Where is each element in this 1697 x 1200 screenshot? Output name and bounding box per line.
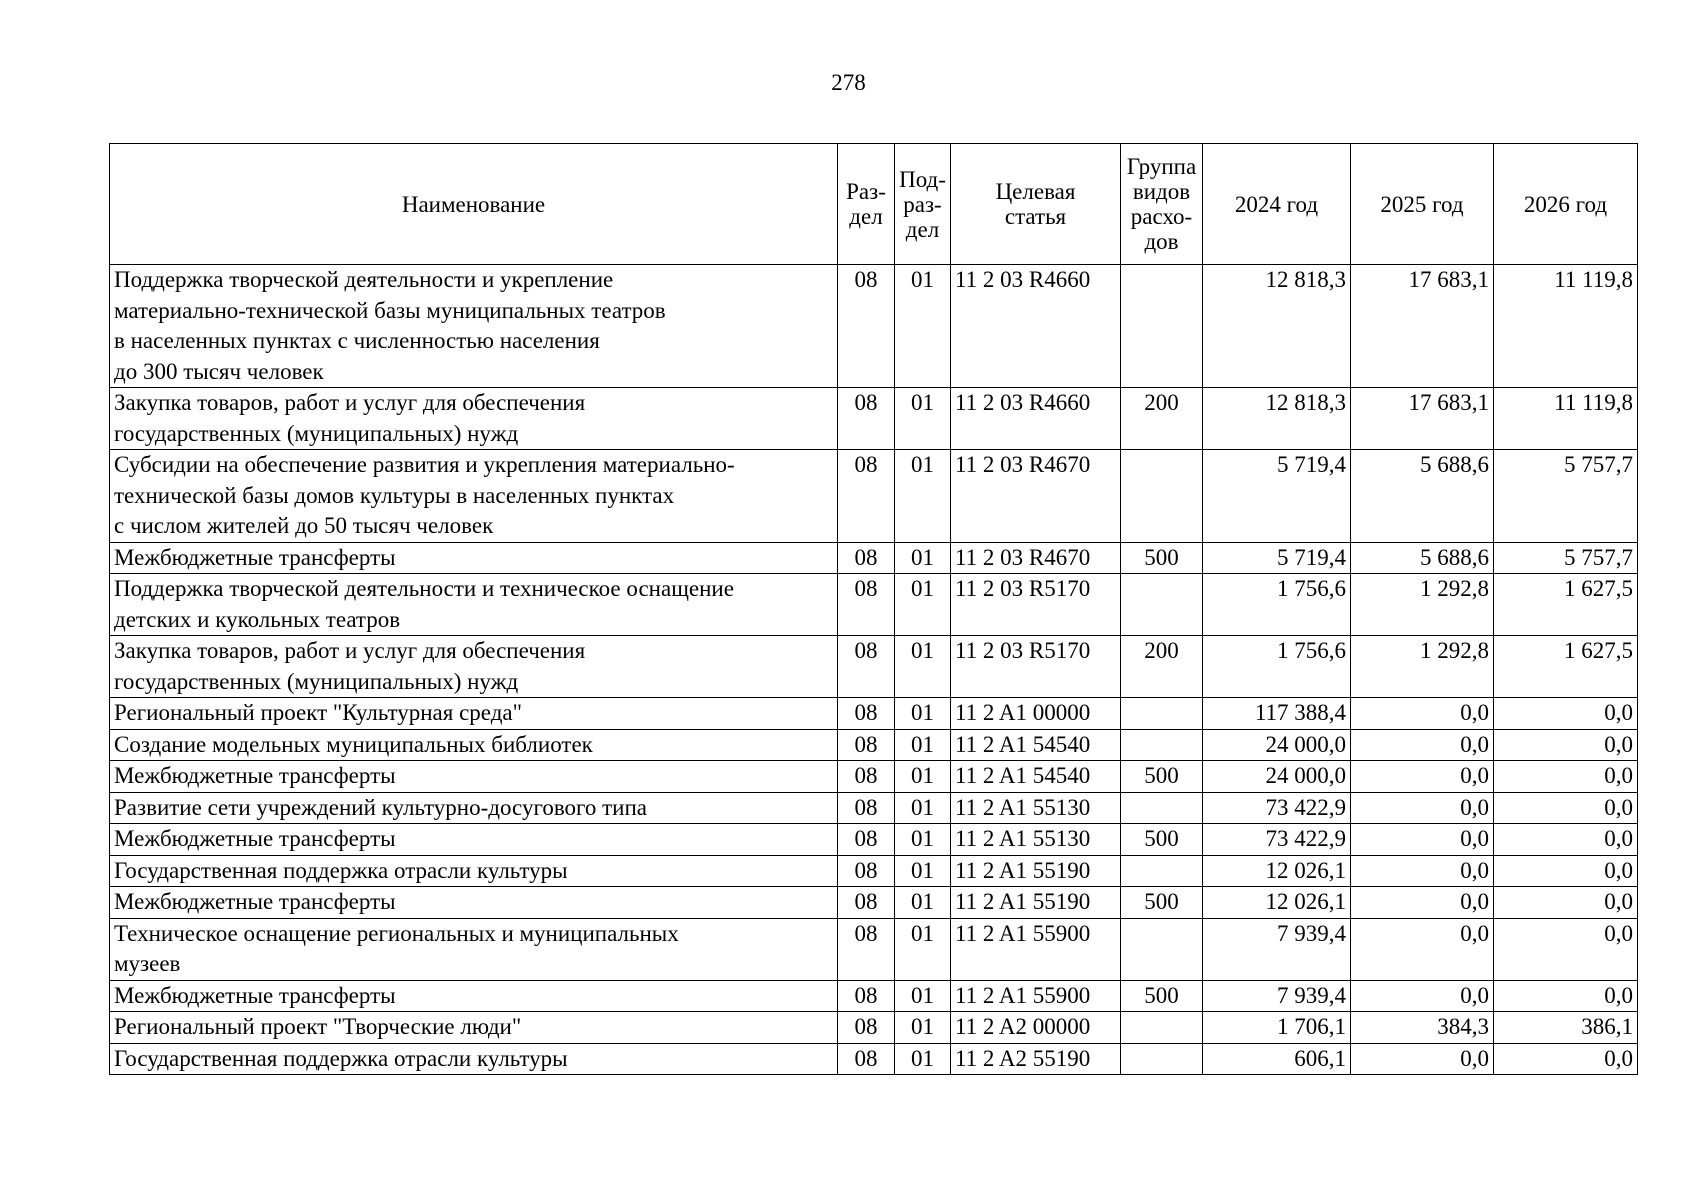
cell-name: Поддержка творческой деятельности и укрепление материально-технической базы муниципальных театров в населенных пунктах с численностью населения до 300 тысяч человек	[110, 265, 838, 388]
cell-expense-group	[1121, 918, 1203, 980]
cell-target-article: 11 2 A1 00000	[951, 698, 1121, 730]
header-target-article: Целевая статья	[951, 144, 1121, 265]
cell-2026: 5 757,7	[1494, 450, 1638, 543]
cell-name: Субсидии на обеспечение развития и укрепления материально- технической базы домов культуры в населенных пунктах с числом жителей до 50 тысяч человек	[110, 450, 838, 543]
cell-2026: 11 119,8	[1494, 388, 1638, 450]
table-row	[110, 388, 1638, 450]
cell-razdel: 08	[838, 265, 895, 388]
cell-2024: 5 719,4	[1203, 450, 1351, 543]
cell-name: Межбюджетные трансферты	[110, 761, 838, 793]
table-row	[110, 887, 1638, 919]
cell-expense-group	[1121, 265, 1203, 388]
cell-podrazdel: 01	[895, 388, 951, 450]
cell-razdel: 08	[838, 824, 895, 856]
header-razdel: Раз- дел	[838, 144, 895, 265]
cell-name: Межбюджетные трансферты	[110, 542, 838, 574]
header-expense-group: Группа видов расхо- дов	[1121, 144, 1203, 265]
cell-2026: 0,0	[1494, 980, 1638, 1012]
cell-target-article: 11 2 03 R4660	[951, 388, 1121, 450]
cell-razdel: 08	[838, 855, 895, 887]
cell-target-article: 11 2 A1 55190	[951, 887, 1121, 919]
cell-2026: 11 119,8	[1494, 265, 1638, 388]
cell-name: Техническое оснащение региональных и муниципальных музеев	[110, 918, 838, 980]
cell-2026: 0,0	[1494, 698, 1638, 730]
cell-expense-group: 200	[1121, 388, 1203, 450]
cell-target-article: 11 2 A1 54540	[951, 729, 1121, 761]
cell-name: Государственная поддержка отрасли культуры	[110, 1043, 838, 1075]
cell-2025: 0,0	[1351, 918, 1494, 980]
cell-2026: 0,0	[1494, 918, 1638, 980]
cell-target-article: 11 2 03 R5170	[951, 636, 1121, 698]
cell-razdel: 08	[838, 980, 895, 1012]
header-name: Наименование	[110, 144, 838, 265]
cell-2026: 1 627,5	[1494, 636, 1638, 698]
cell-expense-group: 500	[1121, 887, 1203, 919]
table-row	[110, 636, 1638, 698]
cell-2024: 12 026,1	[1203, 855, 1351, 887]
cell-2024: 24 000,0	[1203, 761, 1351, 793]
cell-2026: 386,1	[1494, 1012, 1638, 1044]
cell-name: Государственная поддержка отрасли культуры	[110, 855, 838, 887]
cell-2025: 0,0	[1351, 729, 1494, 761]
cell-target-article: 11 2 03 R4660	[951, 265, 1121, 388]
cell-podrazdel: 01	[895, 792, 951, 824]
table-row	[110, 792, 1638, 824]
cell-podrazdel: 01	[895, 1012, 951, 1044]
table-row	[110, 450, 1638, 543]
cell-2025: 0,0	[1351, 887, 1494, 919]
cell-podrazdel: 01	[895, 1043, 951, 1075]
table-row	[110, 1012, 1638, 1044]
cell-2026: 0,0	[1494, 792, 1638, 824]
cell-razdel: 08	[838, 574, 895, 636]
cell-podrazdel: 01	[895, 918, 951, 980]
cell-2025: 384,3	[1351, 1012, 1494, 1044]
cell-podrazdel: 01	[895, 574, 951, 636]
cell-2024: 1 706,1	[1203, 1012, 1351, 1044]
table-row	[110, 824, 1638, 856]
cell-2025: 1 292,8	[1351, 636, 1494, 698]
cell-2024: 12 026,1	[1203, 887, 1351, 919]
cell-2025: 0,0	[1351, 855, 1494, 887]
cell-podrazdel: 01	[895, 980, 951, 1012]
header-podrazdel: Под- раз- дел	[895, 144, 951, 265]
header-2024: 2024 год	[1203, 144, 1351, 265]
cell-expense-group	[1121, 574, 1203, 636]
table-header-row	[110, 144, 1638, 265]
cell-2025: 5 688,6	[1351, 450, 1494, 543]
cell-2026: 0,0	[1494, 761, 1638, 793]
cell-2024: 7 939,4	[1203, 918, 1351, 980]
cell-expense-group	[1121, 1043, 1203, 1075]
cell-target-article: 11 2 A1 55900	[951, 918, 1121, 980]
cell-expense-group	[1121, 450, 1203, 543]
cell-target-article: 11 2 A2 00000	[951, 1012, 1121, 1044]
cell-podrazdel: 01	[895, 761, 951, 793]
cell-2025: 1 292,8	[1351, 574, 1494, 636]
header-2025: 2025 год	[1351, 144, 1494, 265]
header-2026: 2026 год	[1494, 144, 1638, 265]
cell-razdel: 08	[838, 1043, 895, 1075]
cell-name: Создание модельных муниципальных библиотек	[110, 729, 838, 761]
cell-target-article: 11 2 A1 55130	[951, 824, 1121, 856]
cell-2026: 0,0	[1494, 824, 1638, 856]
cell-2024: 12 818,3	[1203, 265, 1351, 388]
cell-expense-group	[1121, 698, 1203, 730]
cell-2025: 17 683,1	[1351, 265, 1494, 388]
cell-expense-group	[1121, 1012, 1203, 1044]
cell-2024: 1 756,6	[1203, 636, 1351, 698]
cell-target-article: 11 2 A1 55130	[951, 792, 1121, 824]
cell-2024: 24 000,0	[1203, 729, 1351, 761]
cell-2024: 12 818,3	[1203, 388, 1351, 450]
cell-razdel: 08	[838, 1012, 895, 1044]
cell-expense-group: 500	[1121, 542, 1203, 574]
cell-2024: 73 422,9	[1203, 824, 1351, 856]
cell-expense-group: 200	[1121, 636, 1203, 698]
table-row	[110, 574, 1638, 636]
cell-expense-group	[1121, 729, 1203, 761]
cell-name: Региональный проект "Творческие люди"	[110, 1012, 838, 1044]
cell-target-article: 11 2 A1 55190	[951, 855, 1121, 887]
cell-2025: 17 683,1	[1351, 388, 1494, 450]
cell-target-article: 11 2 03 R4670	[951, 450, 1121, 543]
cell-target-article: 11 2 A2 55190	[951, 1043, 1121, 1075]
table-row	[110, 980, 1638, 1012]
cell-razdel: 08	[838, 450, 895, 543]
table-row	[110, 729, 1638, 761]
table-row	[110, 1043, 1638, 1075]
cell-2026: 1 627,5	[1494, 574, 1638, 636]
table-row	[110, 761, 1638, 793]
table-row	[110, 542, 1638, 574]
cell-expense-group: 500	[1121, 824, 1203, 856]
cell-podrazdel: 01	[895, 636, 951, 698]
cell-2025: 0,0	[1351, 980, 1494, 1012]
cell-2024: 117 388,4	[1203, 698, 1351, 730]
cell-expense-group: 500	[1121, 761, 1203, 793]
cell-expense-group	[1121, 855, 1203, 887]
cell-name: Межбюджетные трансферты	[110, 824, 838, 856]
cell-name: Поддержка творческой деятельности и техническое оснащение детских и кукольных театров	[110, 574, 838, 636]
cell-podrazdel: 01	[895, 265, 951, 388]
cell-target-article: 11 2 03 R4670	[951, 542, 1121, 574]
cell-name: Региональный проект "Культурная среда"	[110, 698, 838, 730]
cell-2025: 5 688,6	[1351, 542, 1494, 574]
cell-name: Межбюджетные трансферты	[110, 887, 838, 919]
cell-2024: 5 719,4	[1203, 542, 1351, 574]
cell-2026: 0,0	[1494, 1043, 1638, 1075]
cell-razdel: 08	[838, 918, 895, 980]
cell-2026: 0,0	[1494, 729, 1638, 761]
cell-2026: 0,0	[1494, 887, 1638, 919]
cell-podrazdel: 01	[895, 855, 951, 887]
cell-2024: 7 939,4	[1203, 980, 1351, 1012]
table-row	[110, 265, 1638, 388]
cell-podrazdel: 01	[895, 542, 951, 574]
cell-target-article: 11 2 A1 55900	[951, 980, 1121, 1012]
cell-razdel: 08	[838, 388, 895, 450]
cell-2024: 606,1	[1203, 1043, 1351, 1075]
cell-name: Закупка товаров, работ и услуг для обеспечения государственных (муниципальных) нужд	[110, 388, 838, 450]
cell-2025: 0,0	[1351, 761, 1494, 793]
table-row	[110, 918, 1638, 980]
cell-2024: 73 422,9	[1203, 792, 1351, 824]
cell-2024: 1 756,6	[1203, 574, 1351, 636]
cell-2026: 0,0	[1494, 855, 1638, 887]
cell-razdel: 08	[838, 792, 895, 824]
budget-table	[109, 143, 1638, 1075]
cell-razdel: 08	[838, 887, 895, 919]
cell-podrazdel: 01	[895, 450, 951, 543]
cell-expense-group: 500	[1121, 980, 1203, 1012]
cell-razdel: 08	[838, 636, 895, 698]
cell-razdel: 08	[838, 698, 895, 730]
cell-expense-group	[1121, 792, 1203, 824]
table-row	[110, 855, 1638, 887]
page-number: 278	[831, 70, 866, 95]
cell-target-article: 11 2 A1 54540	[951, 761, 1121, 793]
cell-podrazdel: 01	[895, 729, 951, 761]
cell-razdel: 08	[838, 542, 895, 574]
cell-2025: 0,0	[1351, 698, 1494, 730]
cell-name: Развитие сети учреждений культурно-досугового типа	[110, 792, 838, 824]
cell-name: Межбюджетные трансферты	[110, 980, 838, 1012]
cell-podrazdel: 01	[895, 824, 951, 856]
cell-2025: 0,0	[1351, 1043, 1494, 1075]
cell-target-article: 11 2 03 R5170	[951, 574, 1121, 636]
cell-podrazdel: 01	[895, 887, 951, 919]
cell-2026: 5 757,7	[1494, 542, 1638, 574]
cell-2025: 0,0	[1351, 792, 1494, 824]
cell-name: Закупка товаров, работ и услуг для обеспечения государственных (муниципальных) нужд	[110, 636, 838, 698]
cell-podrazdel: 01	[895, 698, 951, 730]
cell-razdel: 08	[838, 761, 895, 793]
table-row	[110, 698, 1638, 730]
cell-razdel: 08	[838, 729, 895, 761]
cell-2025: 0,0	[1351, 824, 1494, 856]
